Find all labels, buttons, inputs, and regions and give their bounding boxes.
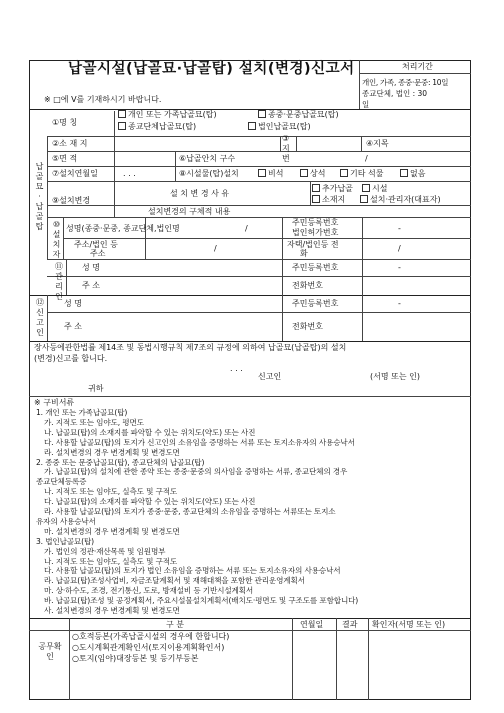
processing-period-line3: 일	[362, 100, 370, 109]
doc-item: 가. 납골묘(탑)의 설치에 관한 종약 또는 종중·문중의 의사임을 증명하는 서류, 종교단체의 경우	[44, 467, 348, 477]
applicant-reg-dash: -	[398, 299, 401, 308]
col-confirmer-header: 확인자(서명 또는 인)	[372, 620, 446, 629]
check-item-2: ○도시계획관계확인서(토지이용계획확인서)	[72, 643, 225, 652]
area-label: ⑤면 적	[52, 154, 78, 163]
structure-option-stone-table[interactable]: 상석	[300, 169, 325, 179]
checkbox-icon	[400, 169, 408, 177]
statement-recipient: 귀하	[88, 384, 104, 393]
checkbox-icon	[258, 169, 266, 177]
manager-reg-label: 주민등록번호	[292, 263, 339, 272]
name-option-individual[interactable]: 개인 또는 가족납골묘(탑)	[118, 110, 217, 120]
col-result-header: 결과	[342, 620, 358, 629]
name-option-religious[interactable]: 종교단체납골묘(탑)	[118, 122, 196, 132]
doc-item: 가. 법인의 정관·재산목록 및 임원명부	[44, 546, 166, 556]
manager-label: ⑪관리인	[55, 262, 63, 301]
doc-item: 유자의 사용승낙서	[36, 516, 96, 526]
installer-phone-label: 자택/법인등 전	[287, 240, 339, 249]
structure-label: ⑧시설물(탑)설치	[179, 169, 239, 178]
name-option-corporation[interactable]: 법인납골묘(탑)	[248, 122, 311, 132]
land-category-label: ④지목	[366, 139, 389, 148]
side-group-label: 납골묘·납골탑	[35, 162, 44, 231]
installer-address-label: 주소/법인 등	[74, 240, 118, 249]
installer-phone-label2: 화	[300, 249, 308, 258]
change-option-location[interactable]: 소재지	[312, 195, 345, 205]
installer-name-slash: /	[245, 224, 248, 233]
checkbox-icon	[300, 169, 308, 177]
official-check-label: 공무확인	[38, 642, 62, 661]
installer-phone-slash: /	[398, 244, 401, 253]
structure-option-tombstone[interactable]: 비석	[258, 169, 283, 179]
doc-item: 3. 법인납골묘(탑)	[36, 536, 94, 546]
applicant-phone-label: 전화번호	[292, 322, 323, 331]
installer-reg-dash: -	[398, 224, 401, 233]
change-detail-label: 설치변경의 구체적 내용	[148, 207, 231, 216]
doc-item: 사. 설치변경의 경우 변경계획 및 변경도면	[44, 606, 180, 615]
checkbox-icon	[258, 110, 266, 118]
doc-item: 바. 납골묘(탑)조성 및 공정계획서, 주요시설물설치계획서(배치도·평면도 및 구조도를 포함합니다)	[44, 596, 359, 606]
statement-date: . . .	[230, 364, 243, 373]
applicant-name-label: 성 명	[64, 299, 82, 308]
checkbox-icon	[362, 184, 370, 192]
docs-heading: ※ 구비서류	[34, 398, 75, 407]
name-label: ①명 칭	[52, 118, 78, 127]
installer-permit-label: 법인허가번호	[292, 228, 339, 237]
applicant-reg-label: 주민등록번호	[292, 299, 339, 308]
doc-item: 나. 지적도 또는 임야도, 실측도 및 구적도	[44, 556, 178, 566]
check-item-1: ○호적등본(가족납골시설의 경우에 한합니다)	[72, 632, 230, 641]
applicant-address-label: 주 소	[64, 322, 82, 331]
doc-item: 라. 설치변경의 경우 변경계획 및 변경도면	[44, 447, 180, 457]
processing-period-line2: 종교단체, 법인 : 30	[362, 89, 428, 98]
doc-item: 라. 납골묘(탑)조성사업비, 자금조달계획서 및 재해대책을 포함한 관리운영계획서	[44, 576, 305, 586]
applicant-label: ⑫신고인	[36, 298, 44, 337]
instruction-text: ※ □에 V를 기재하시기 바랍니다.	[44, 95, 162, 104]
doc-item: 마. 설치변경의 경우 변경계획 및 변경도면	[44, 526, 180, 536]
col-item-header: 구 분	[166, 620, 184, 629]
doc-item: 다. 사용할 납골묘(탑)의 토지가 신고인의 소유임을 증명하는 서류 또는 토지소유자의 사용승낙서	[44, 437, 355, 447]
statement-signer: 신고인	[258, 372, 282, 381]
doc-item: 가. 지적도 또는 임야도, 평면도	[44, 417, 144, 427]
enshrine-count-slash: /	[365, 154, 368, 163]
checkbox-icon	[118, 110, 126, 118]
location-label: ②소 재 지	[52, 139, 88, 148]
installer-address-slash: /	[214, 244, 217, 253]
checkbox-icon	[118, 122, 126, 130]
change-option-additional[interactable]: 추가납골	[312, 184, 353, 194]
manager-phone-label: 전화번호	[292, 281, 323, 290]
change-reason-label: 설 치 변 경 사 유	[170, 189, 230, 198]
statement-sign-note: (서명 또는 인)	[370, 372, 420, 381]
install-date-value: . . .	[123, 169, 136, 178]
statement-line2: (변경)신고를 합니다.	[34, 354, 108, 363]
installer-reg-label: 주민등록번호	[292, 218, 339, 227]
processing-period-line1: 개인, 가족, 종중·문중: 10일	[362, 78, 449, 87]
form-title: 납골시설(납골묘·납골탑) 설치(변경)신고서	[68, 61, 355, 77]
doc-item: 나. 지적도 또는 임야도, 실측도 및 구적도	[44, 487, 178, 497]
change-option-facility[interactable]: 시설	[362, 184, 387, 194]
manager-address-label: 주 소	[82, 281, 100, 290]
enshrine-count-label: ⑥납골안치 구수	[179, 154, 236, 163]
doc-item: 다. 납골묘(탑)의 소재지를 파악할 수 있는 위치도(약도) 또는 사진	[44, 497, 256, 507]
checkbox-icon	[360, 195, 368, 203]
install-date-label: ⑦설치연월일	[52, 169, 98, 178]
doc-item: 2. 종중 또는 문중납골묘(탑), 종교단체의 납골묘(탑)	[36, 457, 205, 467]
lot-number-label: ③지번	[282, 134, 290, 163]
checkbox-icon	[340, 169, 348, 177]
doc-item: 종교단체등록증	[36, 477, 87, 487]
structure-option-other[interactable]: 기타 석물	[340, 169, 383, 179]
installer-label: ⑩설치자	[52, 220, 61, 259]
change-option-manager[interactable]: 설치·관리자(대표자)	[360, 195, 441, 205]
doc-item: 라. 사용할 납골묘(탑)의 토지가 종중·문중, 종교단체의 소유임을 증명하는 서류또는 토지소	[44, 507, 336, 516]
checkbox-icon	[312, 184, 320, 192]
installer-address-label2: 주소	[90, 249, 106, 258]
processing-period-label: 처리기간	[402, 62, 433, 71]
col-date-header: 연월일	[300, 620, 324, 629]
doc-item: 1. 개인 또는 가족납골묘(탑)	[36, 408, 128, 417]
checkbox-icon	[312, 195, 320, 203]
doc-item: 다. 사용할 납골묘(탑)의 토지가 법인 소유임을 증명하는 서류 또는 토지소유자의 사용승낙서	[44, 566, 341, 576]
structure-option-none[interactable]: 없음	[400, 169, 425, 179]
doc-item: 나. 납골묘(탑)의 소재지를 파악할 수 있는 위치도(약도) 또는 사진	[44, 427, 256, 437]
checkbox-icon	[248, 122, 256, 130]
name-option-clan[interactable]: 종중·문중납골묘(탑)	[258, 110, 339, 120]
change-label: ⑨설치변경	[52, 196, 91, 205]
manager-reg-dash: -	[398, 263, 401, 272]
check-item-3: ○토지(임야)대장등본 및 등기부등본	[72, 654, 199, 663]
doc-item: 마. 상·하수도, 조경, 전기통신, 도로, 방재설비 등 기반시설계획서	[44, 586, 254, 596]
statement-line1: 장사등에관한법률 제14조 및 동법시행규칙 제7조의 규정에 의하여 납골묘(납골탑)의 설치	[34, 343, 347, 352]
manager-name-label: 성 명	[82, 263, 100, 272]
installer-name-label: 성명(종중·문중, 종교단체,법인명	[66, 224, 180, 233]
